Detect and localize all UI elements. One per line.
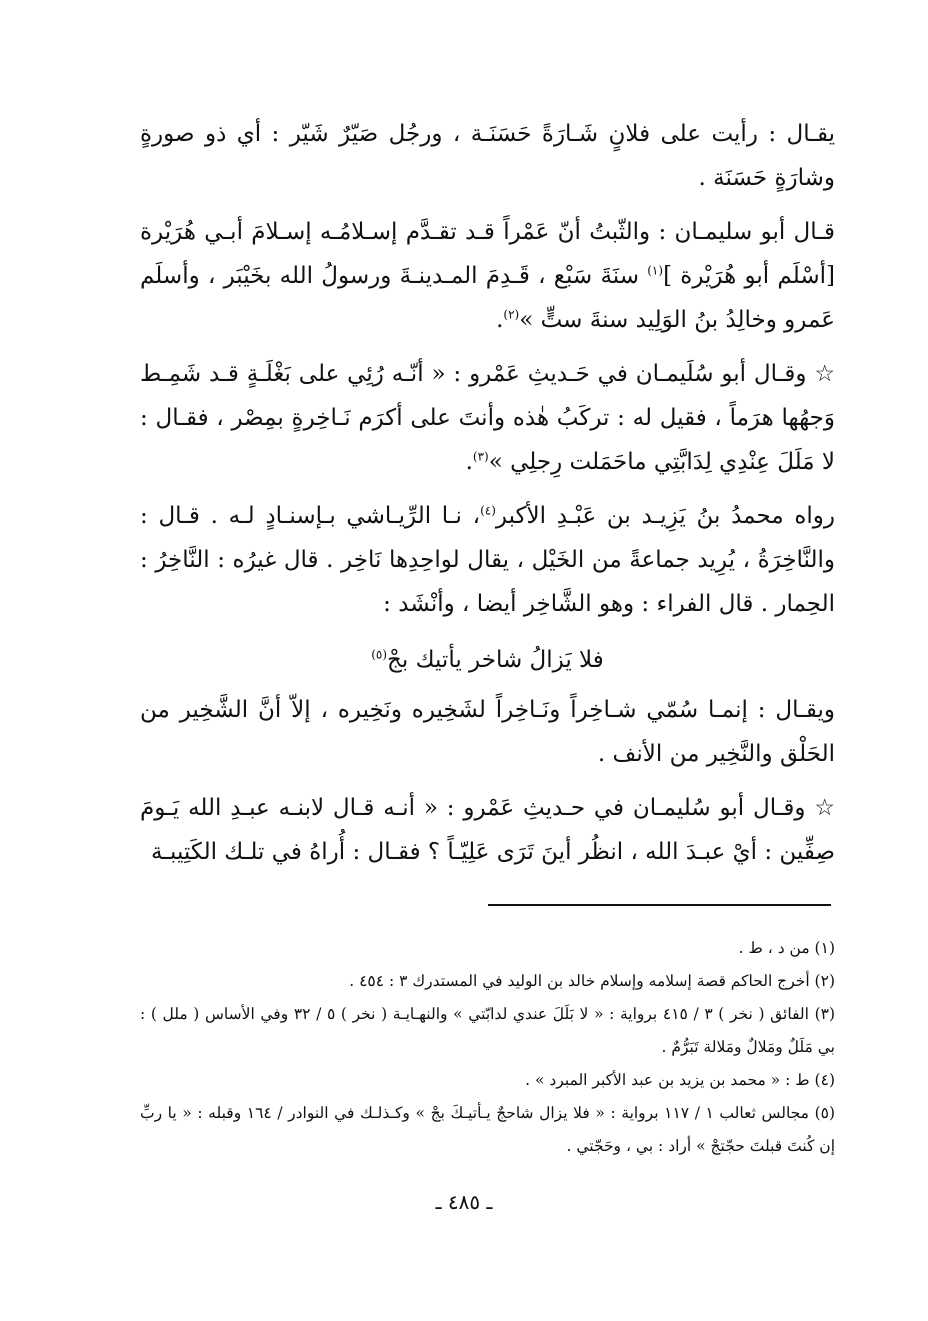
paragraph-5: ويقـال : إنمـا سُمّي شـاخِراً ونَـاخِراً لشَخِيره ونَخِيره ، إلاّ أنَّ الشَّخِير من الحَلْق والنَّخِير من الأنف .	[140, 697, 835, 767]
verse-line: فلا يَزالُ شاخر يأتيك بجْ$^{(٥)}$	[371, 647, 604, 673]
footnote-2: (٢) أخرج الحاكم قصة إسلامه وإسلام خالد بن الوليد في المستدرك ٣ : ٤٥٤ .	[349, 972, 835, 990]
main-text	[140, 112, 835, 884]
footnotes	[140, 932, 835, 1163]
paragraph-3: ☆ وقـال أبو سُلَيمـان في حَـديثِ عَمْرو : « أنّـه رُئِي على بَغْلَـةٍ قـد شَمِـط وَجهُها هرَماً ، فقيل له : تركَبُ هٰذه وأنتَ على أكرَم نَـاخِرةٍ بمِصْر ، فقـال : لا مَلَلَ عِنْدِي لِدَابَّتِي ماحَمَلت رِجلِي »$^{(٣)}$.	[140, 361, 835, 475]
footnote-ref-1: (١)	[647, 263, 664, 278]
footnote-3: (٣) الفائق ( نخر ) ٣ / ٤١٥ برواية : « لا بَلَلَ عندي لدابّتي » والنهـايـة ( نخر ) ٥ / ٣٢ وفي الأساس ( ملل ) : بي مَلَلٌ ومَلالٌ ومَلالة تَبَرُّمٌ .	[140, 1005, 836, 1056]
footnote-1: (١) من د ، ط .	[738, 939, 835, 957]
footnote-ref-4: (٤)	[480, 503, 496, 518]
footnote-5: (٥) مجالس ثعالب ١ / ١١٧ برواية : « فلا يزال شاحجٌ يـأتيـكَ بجْ » وكـذلـك في النوادر / ١٦٤ وقبله : « يا ربِّ إن كُنتَ قبلتَ حجّتجْ » أراد : بي ، وحَجّتي .	[140, 1104, 836, 1155]
footnote-ref-5: (٥)	[371, 647, 388, 662]
paragraph-6: ☆ وقـال أبو سُليمـان في حـديثِ عَمْرو : « أنـه قـال لابنـه عبـدِ الله يَـومَ صِفِّين : أيْ عبـدَ الله ، انظُر أينَ تَرَى عَلِيّـاً ؟ فقـال : أُراهُ في تلـك الكَتِيبـة	[140, 795, 835, 865]
paragraph-4: رواه محمدُ بنُ يَزِيـد بن عَبْـدِ الأكبر$^{(٤)}$، نـا الرِّيـاشي بـإسنـادٍ لـه . قـال : والنَّاخِرَةُ ، يُرِيد جماعةً من الخَيْل ، يقال لواحِدِها نَاخِر . قال غيرُه : النَّاخِرُ : الحِمار . قال الفراء : وهو الشَّاخِر أيضا ، وأنْشَد :	[140, 503, 835, 617]
footnote-divider	[488, 904, 831, 906]
footnote-ref-3: (٣)	[472, 449, 489, 464]
page-number: ـ ٤٨٥ ـ	[435, 1190, 493, 1214]
footnote-4: (٤) ط : « محمد بن يزيد بن عبد الأكبر المبرد » .	[525, 1071, 835, 1089]
footnote-ref-2: (٢)	[503, 307, 520, 322]
paragraph-1: يقـال : رأيت على فلانٍ شَـارَةً حَسَنَـة ، ورجُل صَيّرٌ شَيّر : أي ذو صورةٍ وشارَةٍ حَسَنَة .	[140, 121, 835, 191]
paragraph-2: قـال أبو سليمـان : والثّبتُ أنّ عَمْراً قـد تقـدَّم إسـلامُـه إسـلامَ أبـي هُرَيْرة [أسْلَم أبو هُرَيْرة ]$^{(١)}$ سنَةَ سَبْع ، قَـدِمَ المـدينـةَ ورسولُ الله بخَيْبَر ، وأسلَم عَمرو وخالِدُ بنُ الوَلِيد سنةَ ستٍّ »$^{(٢)}$.	[140, 219, 835, 333]
